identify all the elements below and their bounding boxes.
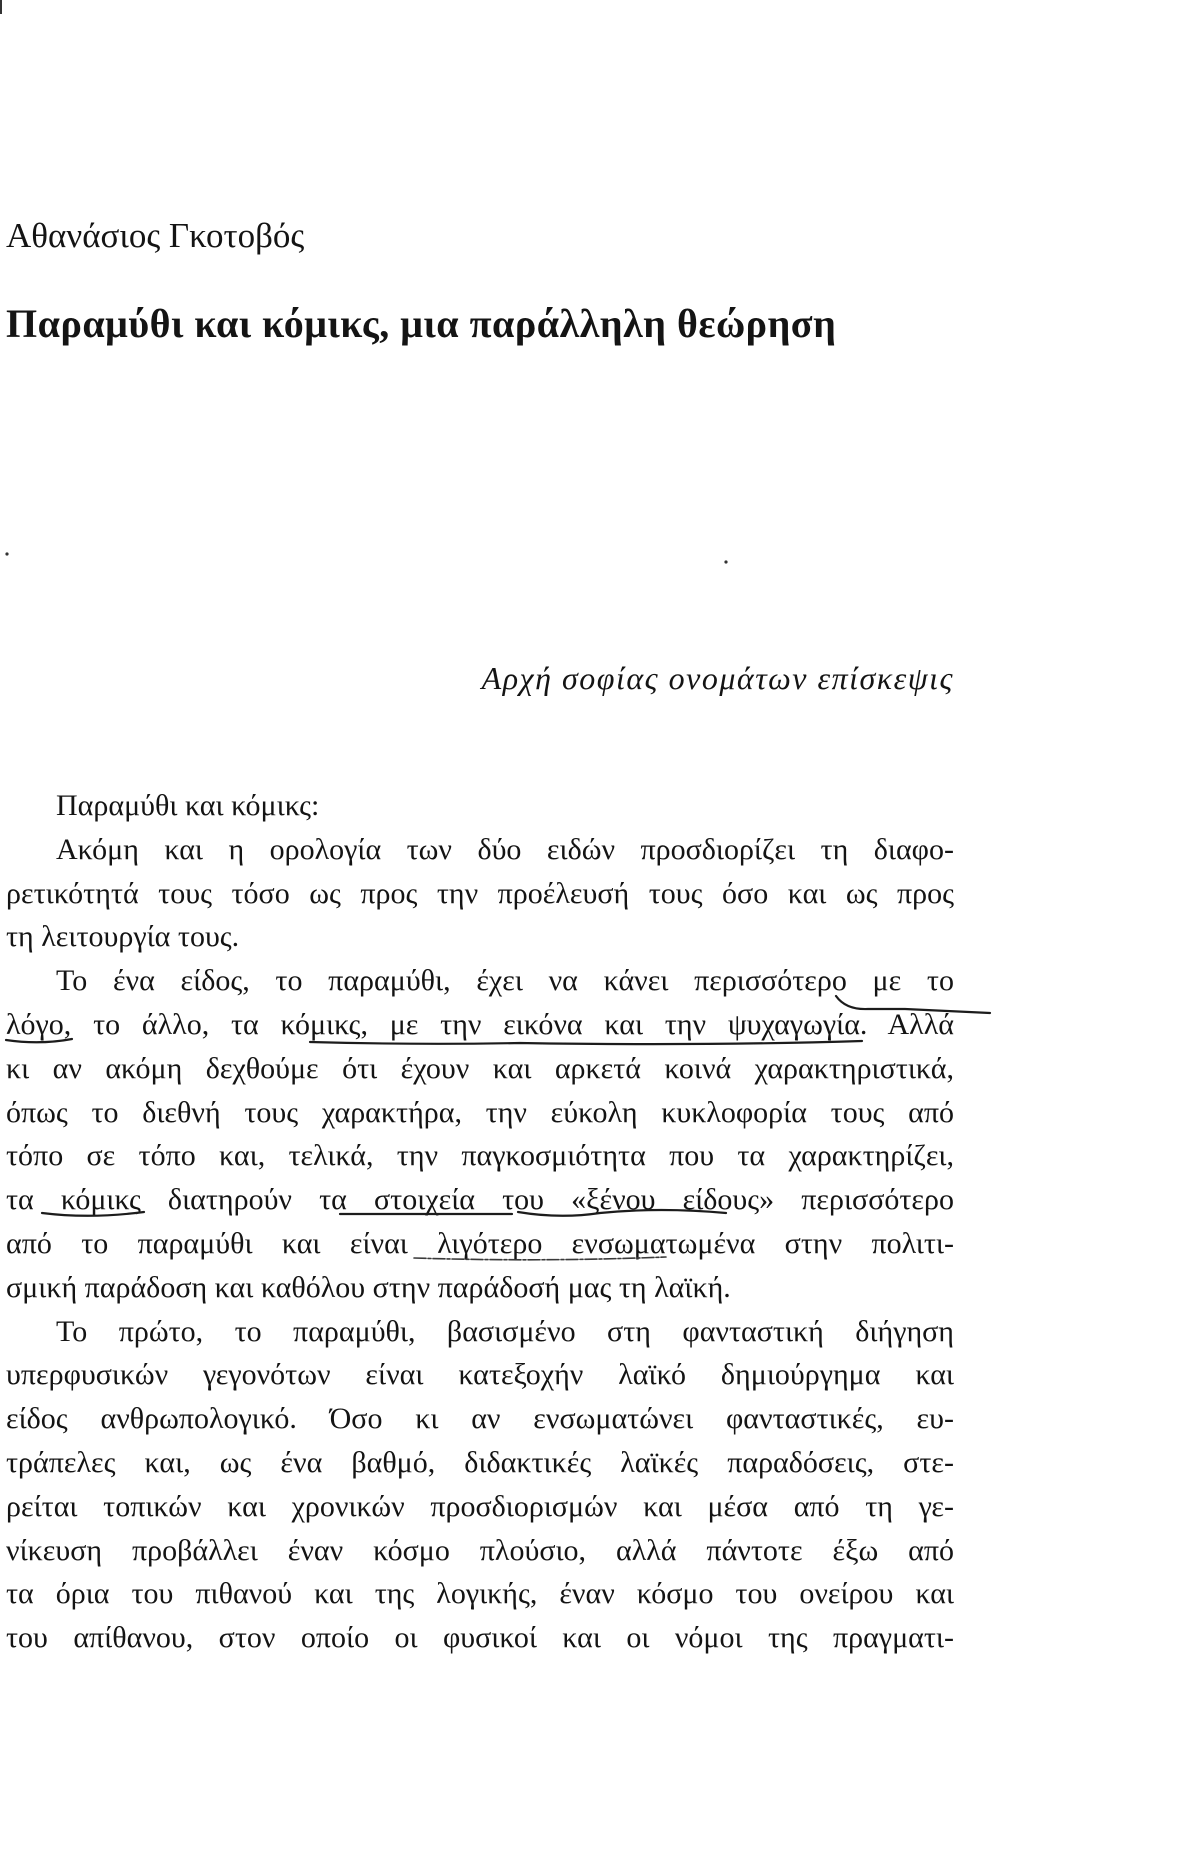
epigraph: Αρχή σοφίας ονομάτων επίσκεψις [481,660,954,696]
body-line: ρετικότητά τους τόσο ως προς την προέλευσή τους όσο και ως προς [6,876,954,910]
body-line: Το πρώτο, το παραμύθι, βασισμένο στη φανταστική διήγηση [56,1314,954,1348]
paragraph-3 [6,959,954,1309]
body-line: κι αν ακόμη δεχθούμε ότι έχουν και αρκετά κοινά χαρακτηριστικά, [6,1051,954,1085]
body-line: τη λειτουργία τους. [6,920,240,954]
body-line: τόπο σε τόπο και, τελικά, την παγκοσμιότητα που τα χαρακτηρίζει, [6,1139,954,1173]
body-line: όπως το διεθνή τους χαρακτήρα, την εύκολη κυκλοφορία τους από [6,1095,954,1129]
paragraph-1 [6,784,954,828]
author-name: Αθανάσιος Γκοτοβός [6,216,305,255]
body-line: είδος ανθρωπολογικό. Όσο κι αν ενσωματώνει φανταστικές, ευ- [6,1402,954,1436]
body-line: τράπελες και, ως ένα βαθμό, διδακτικές λαϊκές παραδόσεις, στε- [6,1445,954,1479]
body-line: λόγο, το άλλο, τα κόμικς, με την εικόνα και την ψυχαγωγία. Αλλά [6,1007,954,1041]
body-line: Ακόμη και η ορολογία των δύο ειδών προσδιορίζει τη διαφο- [56,832,954,866]
paragraph-4 [6,1310,954,1660]
body-text [6,784,954,1660]
scan-speck [5,552,8,555]
scan-speck [724,560,727,563]
paragraph-2 [6,828,954,959]
body-line: σμική παράδοση και καθόλου στην παράδοσή μας τη λαϊκή. [6,1270,731,1304]
body-line: Το ένα είδος, το παραμύθι, έχει να κάνει περισσότερο με το [56,964,954,998]
body-line: ρείται τοπικών και χρονικών προσδιορισμών και μέσα από τη γε- [6,1489,954,1523]
body-line: Παραμύθι και κόμικς: [56,789,320,822]
body-line: από το παραμύθι και είναι λιγότερο ενσωματωμένα στην πολιτι- [6,1226,954,1260]
body-line: του απίθανου, στον οποίο οι φυσικοί και οι νόμοι της πραγματι- [6,1621,954,1655]
body-line: υπερφυσικών γεγονότων είναι κατεξοχήν λαϊκό δημιούργημα και [6,1358,954,1392]
body-line: νίκευση προβάλλει έναν κόσμο πλούσιο, αλλά πάντοτε έξω από [6,1533,954,1567]
body-line: τα όρια του πιθανού και της λογικής, έναν κόσμο του ονείρου και [6,1577,954,1611]
article-title: Παραμύθι και κόμικς, μια παράλληλη θεώρηση [6,301,837,346]
body-line: τα κόμικς διατηρούν τα στοιχεία του «ξένου είδους» περισσότερο [6,1183,954,1217]
scan-speck [0,0,2,14]
